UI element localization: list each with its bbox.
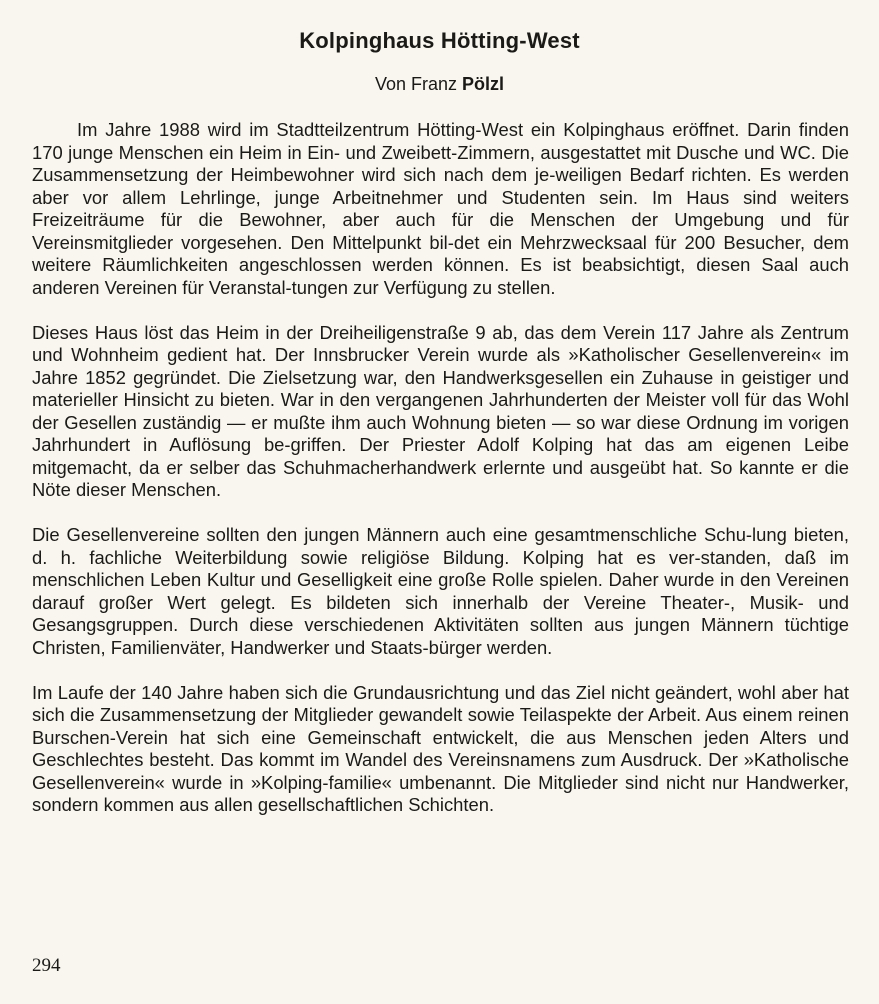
byline-prefix: Von Franz — [374, 74, 457, 94]
paragraph-2: Dieses Haus löst das Heim in der Dreiheiligenstraße 9 ab, das dem Verein 117 Jahre als Zentrum und Wohnheim gedient hat. Der Innsbrucker Verein wurde als »Katholischer Gesellenverein« im Jahre 1852 gegründet. Die Zielsetzung war, den Handwerksgesellen ein Zuhause in geistiger und materieller Hinsicht zu bieten. War in den vergangenen Jahrhunderten der Meister voll für das Wohl der Gesellen zuständig — er mußte ihm auch Wohnung bieten — so war diese Ordnung im vorigen Jahrhundert in Auflösung be-griffen. Der Priester Adolf Kolping hat das am eigenen Leibe mitgemacht, da er selber das Schuhmacherhandwerk erlernte und ausgeübt hat. So kannte er die Nöte dieser Menschen. — [32, 321, 849, 500]
paragraph-1: Im Jahre 1988 wird im Stadtteilzentrum Hötting-West ein Kolpinghaus eröffnet. Darin finden 170 junge Menschen ein Heim in Ein- und Zweibett-Zimmern, ausgestattet mit Dusche und WC. Die Zusammensetzung der Heimbewohner wird sich nach dem je-weiligen Bedarf richten. Es werden aber vor allem Lehrlinge, junge Arbeitnehmer und Studenten sein. Im Haus sind weiters Freizeiträume für die Bewohner, aber auch für die Menschen der Umgebung und für Vereinsmitglieder vorgesehen. Den Mittelpunkt bil-det ein Mehrzwecksaal für 200 Besucher, dem weitere Räumlichkeiten angeschlossen werden können. Es ist beabsichtigt, diesen Saal auch anderen Vereinen für Veranstal-tungen zur Verfügung zu stellen. — [32, 119, 849, 298]
paragraph-4: Im Laufe der 140 Jahre haben sich die Grundausrichtung und das Ziel nicht geändert, wohl aber hat sich die Zusammensetzung der Mitglieder gewandelt sowie Teilaspekte der Arbeit. Aus einem reinen Burschen-Verein hat sich eine Gemeinschaft entwickelt, die aus Menschen jeden Alters und Geschlechtes besteht. Das kommt im Wandel des Vereinsnamens zum Ausdruck. Der »Katholische Gesellenverein« wurde in »Kolping-familie« umbenannt. Die Mitglieder sind nicht nur Handwerker, sondern kommen aus allen gesellschaftlichen Schichten. — [32, 681, 849, 815]
paragraph-3: Die Gesellenvereine sollten den jungen Männern auch eine gesamtmenschliche Schu-lung bieten, d. h. fachliche Weiterbildung sowie religiöse Bildung. Kolping hat es ver-standen, daß im menschlichen Leben Kultur und Geselligkeit eine große Rolle spielen. Daher wurde in den Vereinen darauf großer Wert gelegt. Es bildeten sich innerhalb der Vereine Theater-, Musik- und Gesangsgruppen. Durch diese verschiedenen Aktivitäten sollten aus jungen Männern tüchtige Christen, Familienväter, Handwerker und Staats-bürger werden. — [32, 524, 849, 658]
byline — [0, 74, 879, 95]
article-body — [32, 119, 849, 839]
page-title: Kolpinghaus Hötting-West — [299, 28, 580, 53]
page-number: 294 — [32, 955, 61, 976]
byline-author: Pölzl — [462, 74, 505, 94]
